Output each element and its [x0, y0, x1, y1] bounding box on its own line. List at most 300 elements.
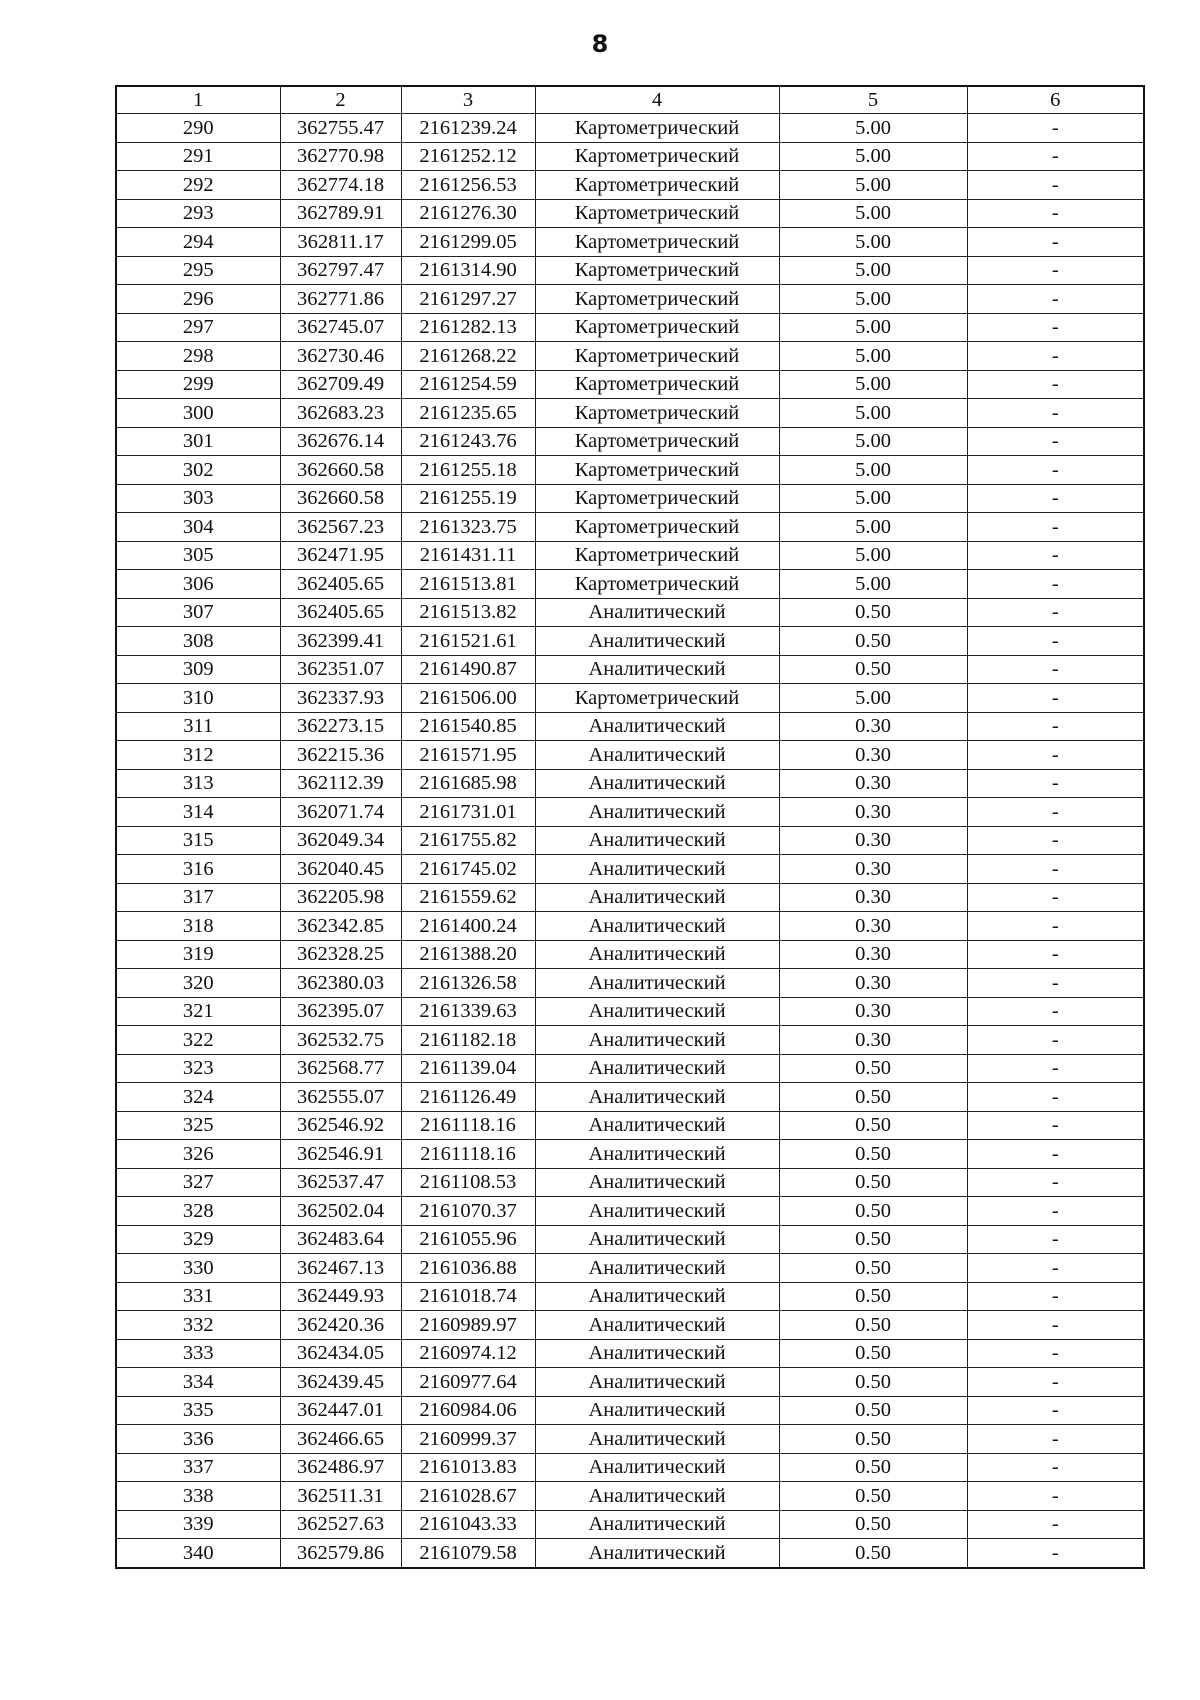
note-cell: - — [967, 1140, 1144, 1169]
y-coordinate-cell: 2161126.49 — [401, 1083, 535, 1112]
accuracy-cell: 0.50 — [779, 1425, 967, 1454]
y-coordinate-cell: 2161255.19 — [401, 484, 535, 513]
method-cell: Картометрический — [535, 427, 779, 456]
method-cell: Картометрический — [535, 484, 779, 513]
accuracy-cell: 0.50 — [779, 1083, 967, 1112]
point-number-cell: 304 — [116, 513, 280, 542]
note-cell: - — [967, 940, 1144, 969]
x-coordinate-cell: 362351.07 — [280, 655, 401, 684]
point-number-cell: 335 — [116, 1396, 280, 1425]
table-row — [116, 513, 1144, 542]
note-cell: - — [967, 912, 1144, 941]
accuracy-cell: 0.50 — [779, 1140, 967, 1169]
point-number-cell: 294 — [116, 228, 280, 257]
y-coordinate-cell: 2161079.58 — [401, 1539, 535, 1568]
x-coordinate-cell: 362676.14 — [280, 427, 401, 456]
table-row — [116, 1111, 1144, 1140]
y-coordinate-cell: 2161685.98 — [401, 769, 535, 798]
accuracy-cell: 0.50 — [779, 1197, 967, 1226]
y-coordinate-cell: 2161256.53 — [401, 171, 535, 200]
x-coordinate-cell: 362471.95 — [280, 541, 401, 570]
accuracy-cell: 0.50 — [779, 1396, 967, 1425]
note-cell: - — [967, 598, 1144, 627]
note-cell: - — [967, 171, 1144, 200]
x-coordinate-cell: 362555.07 — [280, 1083, 401, 1112]
y-coordinate-cell: 2161239.24 — [401, 114, 535, 143]
note-cell: - — [967, 1396, 1144, 1425]
accuracy-cell: 0.30 — [779, 969, 967, 998]
method-cell: Картометрический — [535, 114, 779, 143]
note-cell: - — [967, 484, 1144, 513]
point-number-cell: 301 — [116, 427, 280, 456]
method-cell: Аналитический — [535, 1254, 779, 1283]
method-cell: Картометрический — [535, 342, 779, 371]
method-cell: Аналитический — [535, 1368, 779, 1397]
y-coordinate-cell: 2161755.82 — [401, 826, 535, 855]
x-coordinate-cell: 362567.23 — [280, 513, 401, 542]
point-number-cell: 319 — [116, 940, 280, 969]
accuracy-cell: 0.50 — [779, 1453, 967, 1482]
point-number-cell: 307 — [116, 598, 280, 627]
x-coordinate-cell: 362537.47 — [280, 1168, 401, 1197]
point-number-cell: 333 — [116, 1339, 280, 1368]
y-coordinate-cell: 2161252.12 — [401, 142, 535, 171]
x-coordinate-cell: 362797.47 — [280, 256, 401, 285]
x-coordinate-cell: 362405.65 — [280, 598, 401, 627]
table-row — [116, 1453, 1144, 1482]
method-cell: Аналитический — [535, 940, 779, 969]
y-coordinate-cell: 2161299.05 — [401, 228, 535, 257]
x-coordinate-cell: 362527.63 — [280, 1510, 401, 1539]
accuracy-cell: 0.50 — [779, 1311, 967, 1340]
table-row — [116, 228, 1144, 257]
method-cell: Картометрический — [535, 684, 779, 713]
accuracy-cell: 0.50 — [779, 1282, 967, 1311]
accuracy-cell: 0.30 — [779, 769, 967, 798]
method-cell: Аналитический — [535, 883, 779, 912]
table-row — [116, 427, 1144, 456]
accuracy-cell: 0.30 — [779, 855, 967, 884]
note-cell: - — [967, 370, 1144, 399]
table-row — [116, 1396, 1144, 1425]
x-coordinate-cell: 362466.65 — [280, 1425, 401, 1454]
x-coordinate-cell: 362467.13 — [280, 1254, 401, 1283]
point-number-cell: 321 — [116, 997, 280, 1026]
method-cell: Аналитический — [535, 1510, 779, 1539]
method-cell: Картометрический — [535, 399, 779, 428]
point-number-cell: 329 — [116, 1225, 280, 1254]
point-number-cell: 327 — [116, 1168, 280, 1197]
accuracy-cell: 0.50 — [779, 627, 967, 656]
y-coordinate-cell: 2161745.02 — [401, 855, 535, 884]
method-cell: Аналитический — [535, 1453, 779, 1482]
method-cell: Картометрический — [535, 541, 779, 570]
point-number-cell: 316 — [116, 855, 280, 884]
column-header: 1 — [116, 86, 280, 114]
note-cell: - — [967, 1225, 1144, 1254]
x-coordinate-cell: 362215.36 — [280, 741, 401, 770]
note-cell: - — [967, 313, 1144, 342]
y-coordinate-cell: 2160977.64 — [401, 1368, 535, 1397]
accuracy-cell: 5.00 — [779, 142, 967, 171]
note-cell: - — [967, 1311, 1144, 1340]
note-cell: - — [967, 1026, 1144, 1055]
point-number-cell: 339 — [116, 1510, 280, 1539]
table-row — [116, 826, 1144, 855]
accuracy-cell: 5.00 — [779, 171, 967, 200]
table-row — [116, 855, 1144, 884]
method-cell: Картометрический — [535, 570, 779, 599]
x-coordinate-cell: 362273.15 — [280, 712, 401, 741]
method-cell: Аналитический — [535, 712, 779, 741]
note-cell: - — [967, 1539, 1144, 1568]
accuracy-cell: 0.50 — [779, 1168, 967, 1197]
point-number-cell: 314 — [116, 798, 280, 827]
accuracy-cell: 0.50 — [779, 1368, 967, 1397]
note-cell: - — [967, 798, 1144, 827]
y-coordinate-cell: 2161506.00 — [401, 684, 535, 713]
column-header: 2 — [280, 86, 401, 114]
y-coordinate-cell: 2161018.74 — [401, 1282, 535, 1311]
table-row — [116, 741, 1144, 770]
method-cell: Аналитический — [535, 997, 779, 1026]
note-cell: - — [967, 1197, 1144, 1226]
point-number-cell: 309 — [116, 655, 280, 684]
point-number-cell: 312 — [116, 741, 280, 770]
x-coordinate-cell: 362205.98 — [280, 883, 401, 912]
point-number-cell: 338 — [116, 1482, 280, 1511]
point-number-cell: 295 — [116, 256, 280, 285]
note-cell: - — [967, 570, 1144, 599]
y-coordinate-cell: 2161388.20 — [401, 940, 535, 969]
note-cell: - — [967, 1339, 1144, 1368]
method-cell: Аналитический — [535, 1225, 779, 1254]
accuracy-cell: 0.30 — [779, 798, 967, 827]
table-row — [116, 1026, 1144, 1055]
note-cell: - — [967, 1054, 1144, 1083]
note-cell: - — [967, 741, 1144, 770]
method-cell: Аналитический — [535, 1111, 779, 1140]
note-cell: - — [967, 1168, 1144, 1197]
x-coordinate-cell: 362709.49 — [280, 370, 401, 399]
y-coordinate-cell: 2161559.62 — [401, 883, 535, 912]
method-cell: Картометрический — [535, 313, 779, 342]
note-cell: - — [967, 256, 1144, 285]
table-row — [116, 142, 1144, 171]
point-number-cell: 318 — [116, 912, 280, 941]
y-coordinate-cell: 2161521.61 — [401, 627, 535, 656]
table-row — [116, 1510, 1144, 1539]
note-cell: - — [967, 969, 1144, 998]
y-coordinate-cell: 2161731.01 — [401, 798, 535, 827]
x-coordinate-cell: 362770.98 — [280, 142, 401, 171]
accuracy-cell: 0.50 — [779, 1254, 967, 1283]
method-cell: Картометрический — [535, 228, 779, 257]
note-cell: - — [967, 1368, 1144, 1397]
note-cell: - — [967, 997, 1144, 1026]
x-coordinate-cell: 362502.04 — [280, 1197, 401, 1226]
accuracy-cell: 0.30 — [779, 741, 967, 770]
point-number-cell: 328 — [116, 1197, 280, 1226]
y-coordinate-cell: 2161323.75 — [401, 513, 535, 542]
table-body — [116, 114, 1144, 1568]
note-cell: - — [967, 769, 1144, 798]
note-cell: - — [967, 1510, 1144, 1539]
accuracy-cell: 5.00 — [779, 199, 967, 228]
y-coordinate-cell: 2161314.90 — [401, 256, 535, 285]
accuracy-cell: 0.50 — [779, 1510, 967, 1539]
method-cell: Аналитический — [535, 826, 779, 855]
y-coordinate-cell: 2161108.53 — [401, 1168, 535, 1197]
x-coordinate-cell: 362811.17 — [280, 228, 401, 257]
x-coordinate-cell: 362730.46 — [280, 342, 401, 371]
table-row — [116, 1368, 1144, 1397]
point-number-cell: 306 — [116, 570, 280, 599]
x-coordinate-cell: 362774.18 — [280, 171, 401, 200]
method-cell: Аналитический — [535, 798, 779, 827]
method-cell: Картометрический — [535, 285, 779, 314]
y-coordinate-cell: 2161282.13 — [401, 313, 535, 342]
method-cell: Аналитический — [535, 1425, 779, 1454]
table-row — [116, 114, 1144, 143]
table-row — [116, 969, 1144, 998]
y-coordinate-cell: 2161571.95 — [401, 741, 535, 770]
y-coordinate-cell: 2161043.33 — [401, 1510, 535, 1539]
table-row — [116, 1482, 1144, 1511]
table-row — [116, 655, 1144, 684]
point-number-cell: 320 — [116, 969, 280, 998]
x-coordinate-cell: 362405.65 — [280, 570, 401, 599]
accuracy-cell: 5.00 — [779, 342, 967, 371]
table-row — [116, 570, 1144, 599]
note-cell: - — [967, 199, 1144, 228]
point-number-cell: 290 — [116, 114, 280, 143]
table-row — [116, 798, 1144, 827]
column-header: 5 — [779, 86, 967, 114]
x-coordinate-cell: 362546.92 — [280, 1111, 401, 1140]
note-cell: - — [967, 1083, 1144, 1112]
accuracy-cell: 0.30 — [779, 940, 967, 969]
y-coordinate-cell: 2161070.37 — [401, 1197, 535, 1226]
method-cell: Аналитический — [535, 769, 779, 798]
y-coordinate-cell: 2161118.16 — [401, 1140, 535, 1169]
point-number-cell: 308 — [116, 627, 280, 656]
table-row — [116, 1282, 1144, 1311]
accuracy-cell: 0.50 — [779, 1225, 967, 1254]
table-row — [116, 399, 1144, 428]
x-coordinate-cell: 362049.34 — [280, 826, 401, 855]
method-cell: Аналитический — [535, 598, 779, 627]
x-coordinate-cell: 362546.91 — [280, 1140, 401, 1169]
accuracy-cell: 5.00 — [779, 541, 967, 570]
table-row — [116, 370, 1144, 399]
note-cell: - — [967, 855, 1144, 884]
note-cell: - — [967, 1482, 1144, 1511]
x-coordinate-cell: 362511.31 — [280, 1482, 401, 1511]
note-cell: - — [967, 427, 1144, 456]
method-cell: Аналитический — [535, 1539, 779, 1568]
x-coordinate-cell: 362745.07 — [280, 313, 401, 342]
accuracy-cell: 0.50 — [779, 1111, 967, 1140]
method-cell: Аналитический — [535, 1339, 779, 1368]
y-coordinate-cell: 2161036.88 — [401, 1254, 535, 1283]
point-number-cell: 331 — [116, 1282, 280, 1311]
point-number-cell: 299 — [116, 370, 280, 399]
method-cell: Картометрический — [535, 456, 779, 485]
point-number-cell: 305 — [116, 541, 280, 570]
x-coordinate-cell: 362483.64 — [280, 1225, 401, 1254]
accuracy-cell: 0.50 — [779, 1339, 967, 1368]
column-header: 4 — [535, 86, 779, 114]
point-number-cell: 317 — [116, 883, 280, 912]
accuracy-cell: 0.30 — [779, 826, 967, 855]
point-number-cell: 324 — [116, 1083, 280, 1112]
y-coordinate-cell: 2161431.11 — [401, 541, 535, 570]
table-row — [116, 598, 1144, 627]
accuracy-cell: 5.00 — [779, 228, 967, 257]
point-number-cell: 311 — [116, 712, 280, 741]
method-cell: Картометрический — [535, 370, 779, 399]
table-row — [116, 541, 1144, 570]
accuracy-cell: 5.00 — [779, 285, 967, 314]
page-number: 8 — [591, 30, 609, 58]
method-cell: Аналитический — [535, 1083, 779, 1112]
table-row — [116, 769, 1144, 798]
y-coordinate-cell: 2161254.59 — [401, 370, 535, 399]
table-row — [116, 1054, 1144, 1083]
table-row — [116, 484, 1144, 513]
x-coordinate-cell: 362771.86 — [280, 285, 401, 314]
note-cell: - — [967, 627, 1144, 656]
x-coordinate-cell: 362568.77 — [280, 1054, 401, 1083]
y-coordinate-cell: 2161028.67 — [401, 1482, 535, 1511]
table-row — [116, 342, 1144, 371]
x-coordinate-cell: 362532.75 — [280, 1026, 401, 1055]
note-cell: - — [967, 541, 1144, 570]
accuracy-cell: 5.00 — [779, 370, 967, 399]
table-row — [116, 313, 1144, 342]
table-row — [116, 627, 1144, 656]
note-cell: - — [967, 1425, 1144, 1454]
method-cell: Аналитический — [535, 1026, 779, 1055]
note-cell: - — [967, 712, 1144, 741]
x-coordinate-cell: 362486.97 — [280, 1453, 401, 1482]
table-row — [116, 285, 1144, 314]
point-number-cell: 291 — [116, 142, 280, 171]
point-number-cell: 323 — [116, 1054, 280, 1083]
note-cell: - — [967, 1254, 1144, 1283]
y-coordinate-cell: 2161013.83 — [401, 1453, 535, 1482]
point-number-cell: 298 — [116, 342, 280, 371]
x-coordinate-cell: 362399.41 — [280, 627, 401, 656]
x-coordinate-cell: 362040.45 — [280, 855, 401, 884]
column-header: 6 — [967, 86, 1144, 114]
accuracy-cell: 5.00 — [779, 256, 967, 285]
x-coordinate-cell: 362434.05 — [280, 1339, 401, 1368]
x-coordinate-cell: 362439.45 — [280, 1368, 401, 1397]
accuracy-cell: 0.30 — [779, 712, 967, 741]
x-coordinate-cell: 362789.91 — [280, 199, 401, 228]
accuracy-cell: 0.50 — [779, 1539, 967, 1568]
method-cell: Аналитический — [535, 741, 779, 770]
table-row — [116, 1539, 1144, 1568]
point-number-cell: 310 — [116, 684, 280, 713]
y-coordinate-cell: 2161055.96 — [401, 1225, 535, 1254]
method-cell: Аналитический — [535, 627, 779, 656]
x-coordinate-cell: 362660.58 — [280, 484, 401, 513]
accuracy-cell: 5.00 — [779, 570, 967, 599]
table-row — [116, 684, 1144, 713]
note-cell: - — [967, 228, 1144, 257]
note-cell: - — [967, 1282, 1144, 1311]
note-cell: - — [967, 142, 1144, 171]
accuracy-cell: 5.00 — [779, 114, 967, 143]
note-cell: - — [967, 655, 1144, 684]
x-coordinate-cell: 362449.93 — [280, 1282, 401, 1311]
note-cell: - — [967, 456, 1144, 485]
method-cell: Аналитический — [535, 655, 779, 684]
point-number-cell: 336 — [116, 1425, 280, 1454]
method-cell: Аналитический — [535, 1140, 779, 1169]
method-cell: Картометрический — [535, 171, 779, 200]
point-number-cell: 293 — [116, 199, 280, 228]
accuracy-cell: 5.00 — [779, 684, 967, 713]
y-coordinate-cell: 2161243.76 — [401, 427, 535, 456]
x-coordinate-cell: 362380.03 — [280, 969, 401, 998]
note-cell: - — [967, 826, 1144, 855]
table-row — [116, 171, 1144, 200]
note-cell: - — [967, 513, 1144, 542]
note-cell: - — [967, 684, 1144, 713]
y-coordinate-cell: 2161326.58 — [401, 969, 535, 998]
method-cell: Картометрический — [535, 256, 779, 285]
method-cell: Картометрический — [535, 199, 779, 228]
table-row — [116, 1425, 1144, 1454]
accuracy-cell: 0.30 — [779, 912, 967, 941]
y-coordinate-cell: 2161235.65 — [401, 399, 535, 428]
table-row — [116, 1254, 1144, 1283]
point-number-cell: 337 — [116, 1453, 280, 1482]
accuracy-cell: 5.00 — [779, 456, 967, 485]
y-coordinate-cell: 2160989.97 — [401, 1311, 535, 1340]
method-cell: Аналитический — [535, 912, 779, 941]
table-row — [116, 256, 1144, 285]
method-cell: Аналитический — [535, 1311, 779, 1340]
point-number-cell: 326 — [116, 1140, 280, 1169]
note-cell: - — [967, 342, 1144, 371]
method-cell: Аналитический — [535, 1197, 779, 1226]
point-number-cell: 297 — [116, 313, 280, 342]
point-number-cell: 302 — [116, 456, 280, 485]
point-number-cell: 325 — [116, 1111, 280, 1140]
point-number-cell: 330 — [116, 1254, 280, 1283]
table-header-row — [116, 86, 1144, 114]
x-coordinate-cell: 362328.25 — [280, 940, 401, 969]
table-row — [116, 1197, 1144, 1226]
table-row — [116, 456, 1144, 485]
accuracy-cell: 0.30 — [779, 997, 967, 1026]
point-number-cell: 340 — [116, 1539, 280, 1568]
y-coordinate-cell: 2161400.24 — [401, 912, 535, 941]
note-cell: - — [967, 1453, 1144, 1482]
x-coordinate-cell: 362337.93 — [280, 684, 401, 713]
table-row — [116, 712, 1144, 741]
accuracy-cell: 5.00 — [779, 399, 967, 428]
y-coordinate-cell: 2161139.04 — [401, 1054, 535, 1083]
y-coordinate-cell: 2160984.06 — [401, 1396, 535, 1425]
accuracy-cell: 0.50 — [779, 655, 967, 684]
note-cell: - — [967, 883, 1144, 912]
